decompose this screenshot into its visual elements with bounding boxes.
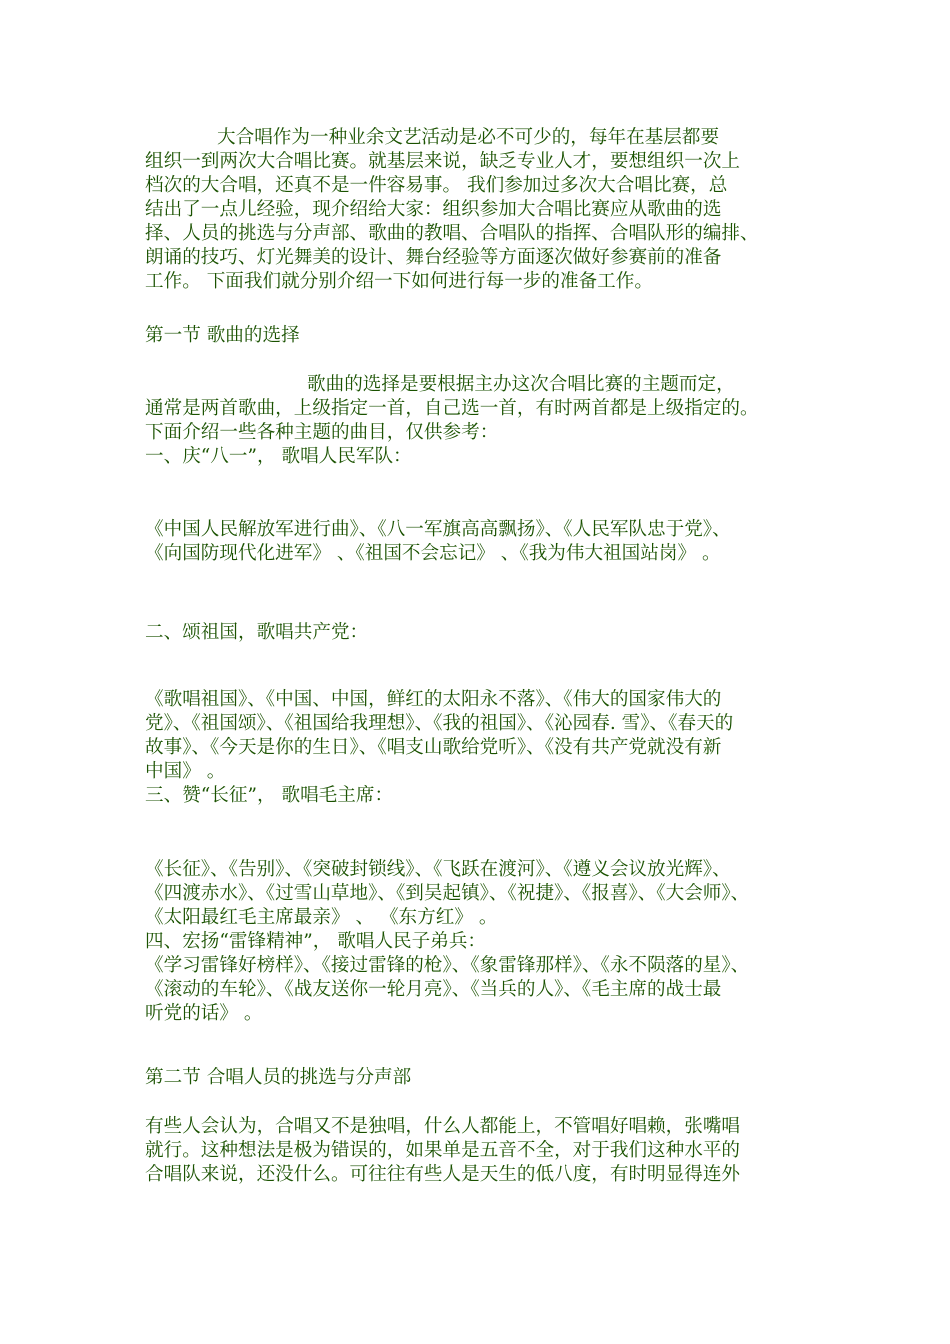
section1-line: 下面介绍一些各种主题的曲目，仅供参考： bbox=[145, 422, 499, 443]
section2-paragraph bbox=[145, 1115, 825, 1187]
song-list-line: 《向国防现代化进军》 、《祖国不会忘记》 、《我为伟大祖国站岗》 。 bbox=[145, 543, 721, 564]
section-heading-2: 第二节 合唱人员的挑选与分声部 bbox=[145, 1067, 412, 1088]
section2-line: 就行。这种想法是极为错误的，如果单是五音不全，对于我们这种水平的 bbox=[145, 1140, 741, 1161]
song-list-line: 《学习雷锋好榜样》、《接过雷锋的枪》、《象雷锋那样》、《永不陨落的星》、 bbox=[145, 955, 750, 976]
intro-line: 档次的大合唱，还真不是一件容易事。 我们参加过多次大合唱比赛，总 bbox=[145, 175, 728, 196]
song-list-line: 故事》、《今天是你的生日》、《唱支山歌给党听》、《没有共产党就没有新 bbox=[145, 737, 722, 758]
section1-paragraph bbox=[145, 373, 825, 469]
category-title-4: 四、宏扬“雷锋精神”， 歌唱人民子弟兵： bbox=[145, 931, 487, 952]
song-list-line: 听党的话》 。 bbox=[145, 1003, 263, 1024]
intro-line: 工作。 下面我们就分别介绍一下如何进行每一步的准备工作。 bbox=[145, 271, 653, 292]
category-3-songs bbox=[145, 858, 825, 1026]
intro-line: 组织一到两次大合唱比赛。就基层来说，缺乏专业人才，要想组织一次上 bbox=[145, 151, 741, 172]
song-list-line: 《四渡赤水》、《过雪山草地》、《到吴起镇》、《祝捷》、《报喜》、《大会师》、 bbox=[145, 883, 750, 904]
song-list-line: 中国》 。 bbox=[145, 761, 226, 782]
category-1-songs bbox=[145, 518, 825, 566]
section2-line: 有些人会认为，合唱又不是独唱，什么人都能上，不管唱好唱赖，张嘴唱 bbox=[145, 1116, 741, 1137]
song-list-line: 《长征》、《告别》、《突破封锁线》、《飞跃在渡河》、《遵义会议放光辉》、 bbox=[145, 859, 731, 880]
song-list-line: 《太阳最红毛主席最亲》 、 《东方红》 。 bbox=[145, 907, 498, 928]
section-heading-1: 第一节 歌曲的选择 bbox=[145, 325, 300, 346]
section2-line: 合唱队来说，还没什么。可往往有些人是天生的低八度，有时明显得连外 bbox=[145, 1164, 741, 1185]
category-title-1: 一、庆“八一”， 歌唱人民军队： bbox=[145, 446, 412, 467]
category-title-3: 三、赞“长征”， 歌唱毛主席： bbox=[145, 785, 394, 806]
song-list-line: 《歌唱祖国》、《中国、中国，鲜红的太阳永不落》、《伟大的国家伟大的 bbox=[145, 689, 722, 710]
intro-line: 大合唱作为一种业余文艺活动是必不可少的，每年在基层都要 bbox=[217, 127, 720, 148]
category-title-2: 二、颂祖国，歌唱共产党： bbox=[145, 622, 369, 643]
intro-line: 结出了一点儿经验，现介绍给大家：组织参加大合唱比赛应从歌曲的选 bbox=[145, 199, 722, 220]
intro-line: 择、人员的挑选与分声部、歌曲的教唱、合唱队的指挥、合唱队形的编排、 bbox=[145, 223, 759, 244]
intro-line: 朗诵的技巧、灯光舞美的设计、舞台经验等方面逐次做好参赛前的准备 bbox=[145, 247, 722, 268]
category-2-songs bbox=[145, 688, 825, 808]
song-list-line: 党》、《祖国颂》、《祖国给我理想》、《我的祖国》、《沁园春. 雪》、《春天的 bbox=[145, 713, 734, 734]
section1-line: 通常是两首歌曲，上级指定一首，自己选一首，有时两首都是上级指定的。 bbox=[145, 398, 759, 419]
section1-line: 歌曲的选择是要根据主办这次合唱比赛的主题而定， bbox=[307, 374, 735, 395]
song-list-line: 《滚动的车轮》、《战友送你一轮月亮》、《当兵的人》、《毛主席的战士最 bbox=[145, 979, 722, 1000]
song-list-line: 《中国人民解放军进行曲》、《八一军旗高高飘扬》、《人民军队忠于党》、 bbox=[145, 519, 731, 540]
intro-paragraph bbox=[145, 126, 825, 294]
